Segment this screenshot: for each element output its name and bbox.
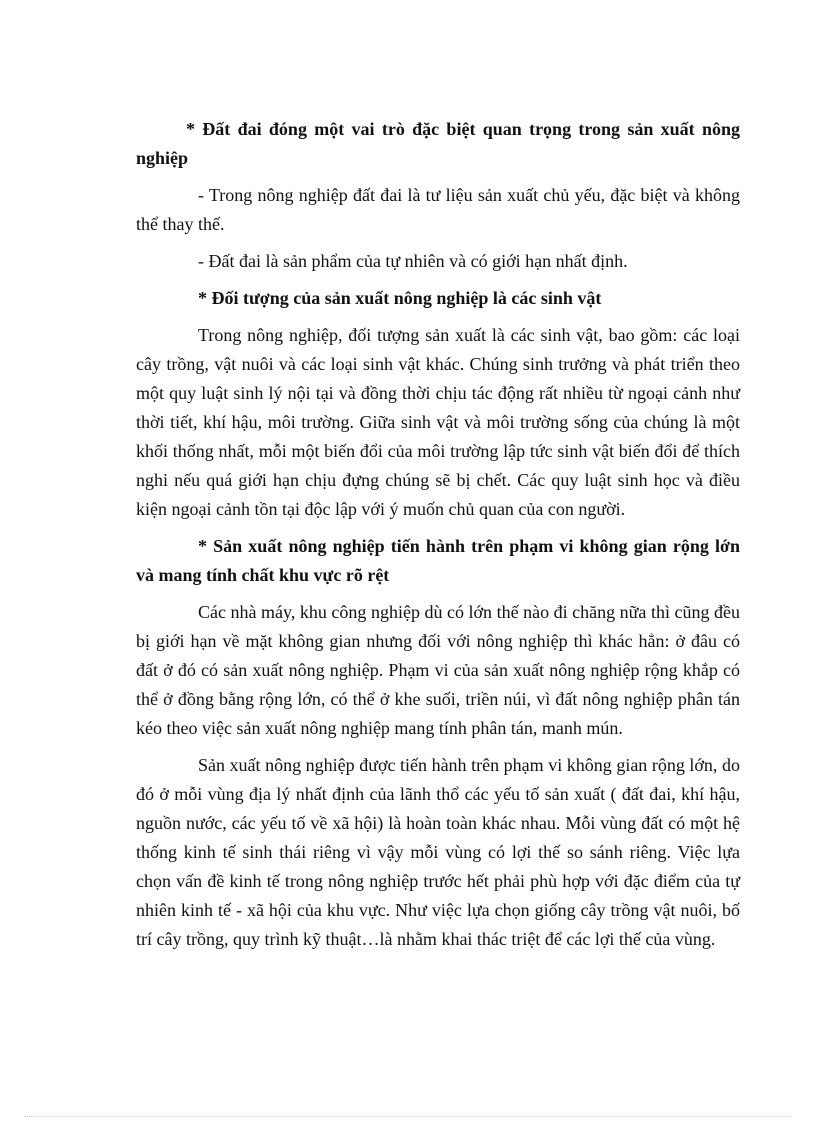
- heading-living-organisms: * Đối tượng của sản xuất nông nghiệp là các sinh vật: [198, 288, 602, 308]
- heading-wide-space: * Sản xuất nông nghiệp tiến hành trên phạm vi không gian rộng lớn và mang tính chất khu vực rõ rệt: [136, 536, 740, 585]
- page-bottom-divider: [24, 1116, 792, 1117]
- document-page: [136, 115, 740, 962]
- paragraph-factories: Các nhà máy, khu công nghiệp dù có lớn thế nào đi chăng nữa thì cũng đều bị giới hạn về mặt không gian nhưng đối với nông nghiệp thì khác hẳn: ở đâu có đất ở đó có sản xuất nông nghiệp. Phạm vi của sản xuất nông nghiệp rộng khắp có thể ở đồng bằng rộng lớn, có thể ở khe suối, triền núi, vì đất nông nghiệp phân tán kéo theo việc sản xuất nông nghiệp mang tính phân tán, manh mún.: [136, 602, 740, 738]
- paragraph-regions: Sản xuất nông nghiệp được tiến hành trên phạm vi không gian rộng lớn, do đó ở mỗi vùng địa lý nhất định của lãnh thổ các yếu tố sản xuất ( đất đai, khí hậu, nguồn nước, các yếu tố về xã hội) là hoàn toàn khác nhau. Mỗi vùng đất có một hệ thống kinh tế sinh thái riêng vì vậy mỗi vùng có lợi thế so sánh riêng. Việc lựa chọn vấn đề kinh tế trong nông nghiệp trước hết phải phù hợp với đặc điểm của tự nhiên kinh tế - xã hội của khu vực. Như việc lựa chọn giống cây trồng vật nuôi, bố trí cây trồng, quy trình kỹ thuật…là nhằm khai thác triệt để các lợi thế của vùng.: [136, 755, 740, 949]
- paragraph-organisms: Trong nông nghiệp, đối tượng sản xuất là các sinh vật, bao gồm: các loại cây trồng, vật nuôi và các loại sinh vật khác. Chúng sinh trưởng và phát triển theo một quy luật sinh lý nội tại và đồng thời chịu tác động rất nhiều từ ngoại cảnh như thời tiết, khí hậu, môi trường. Giữa sinh vật và môi trường sống của chúng là một khối thống nhất, mỗi một biến đổi của môi trường lập tức sinh vật biến đổi để thích nghi nếu quá giới hạn chịu đựng chúng sẽ bị chết. Các quy luật sinh học và điều kiện ngoại cảnh tồn tại độc lập với ý muốn chủ quan của con người.: [136, 325, 740, 519]
- paragraph-land-means: - Trong nông nghiệp đất đai là tư liệu sản xuất chủ yếu, đặc biệt và không thể thay thế.: [136, 185, 740, 234]
- heading-land-role: * Đất đai đóng một vai trò đặc biệt quan trọng trong sản xuất nông nghiệp: [136, 119, 740, 168]
- paragraph-land-limited: - Đất đai là sản phẩm của tự nhiên và có giới hạn nhất định.: [198, 251, 628, 271]
